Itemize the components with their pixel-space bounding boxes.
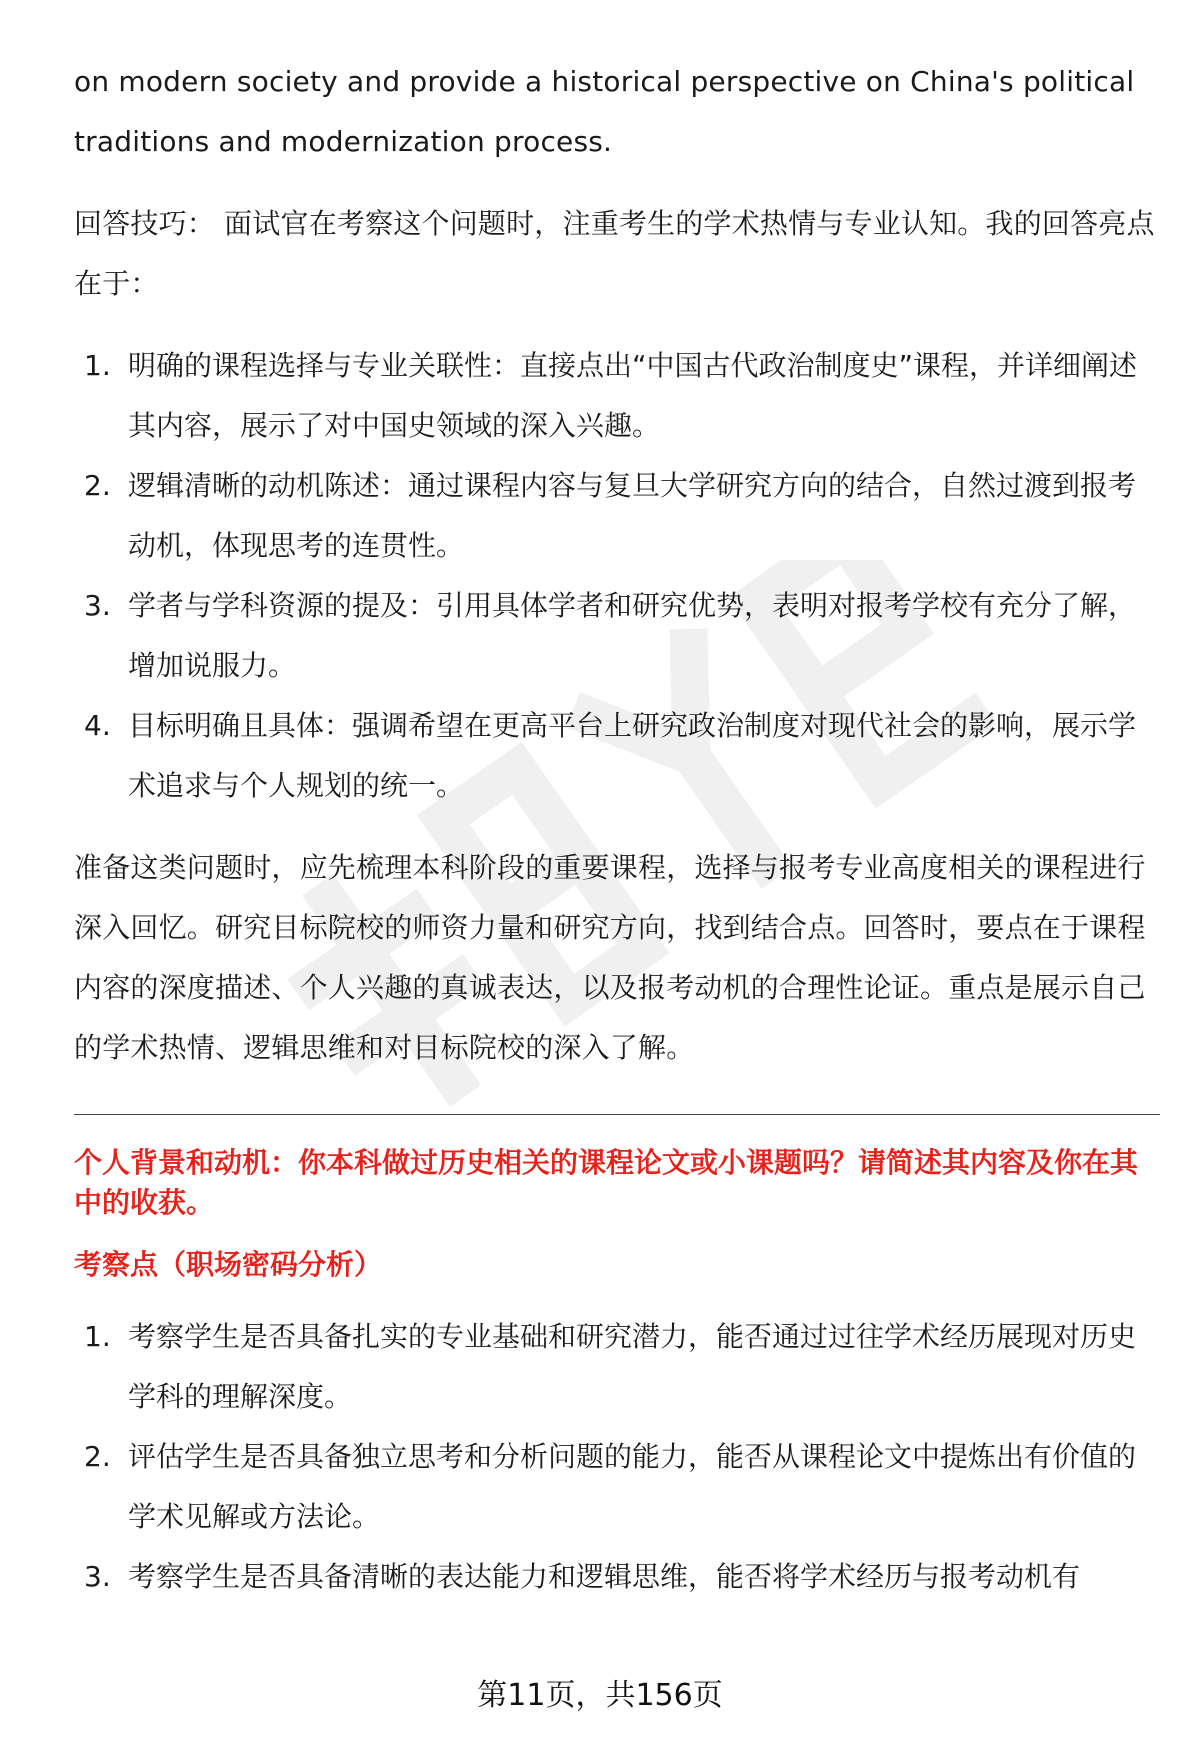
list-number: 4. <box>84 709 111 742</box>
list-item-text: 学者与学科资源的提及：引用具体学者和研究优势，表明对报考学校有充分了解，增加说服力。 <box>128 589 1137 682</box>
list-item <box>74 456 1160 576</box>
tips-paragraph: 回答技巧： 面试官在考察这个问题时，注重考生的学术热情与专业认知。我的回答亮点在于： <box>74 207 1155 300</box>
preparation-paragraph: 准备这类问题时，应先梳理本科阶段的重要课程，选择与报考专业高度相关的课程进行深入回忆。研究目标院校的师资力量和研究方向，找到结合点。回答时，要点在于课程内容的深度描述、个人兴趣的真诚表达，以及报考动机的合理性论证。重点是展示自己的学术热情、逻辑思维和对目标院校的深入了解。 <box>74 851 1146 1064</box>
list-item <box>74 1427 1160 1547</box>
list-item-text: 目标明确且具体：强调希望在更高平台上研究政治制度对现代社会的影响，展示学术追求与个人规划的统一。 <box>128 709 1137 802</box>
list-number: 1. <box>84 349 111 382</box>
list-item <box>74 576 1160 696</box>
list-item <box>74 1547 1160 1607</box>
list-item <box>74 336 1160 456</box>
list-item-text: 考察学生是否具备扎实的专业基础和研究潜力，能否通过过往学术经历展现对历史学科的理解深度。 <box>128 1320 1137 1413</box>
page-footer: 第11页，共156页 <box>477 1678 723 1713</box>
list-item <box>74 696 1160 816</box>
list-item-text: 考察学生是否具备清晰的表达能力和逻辑思维，能否将学术经历与报考动机有 <box>128 1560 1081 1593</box>
list-number: 3. <box>84 1560 111 1593</box>
list-item-text: 评估学生是否具备独立思考和分析问题的能力，能否从课程论文中提炼出有价值的学术见解或方法论。 <box>128 1440 1137 1533</box>
section-divider <box>74 1114 1160 1115</box>
list-item <box>74 1307 1160 1427</box>
intro-paragraph: on modern society and provide a historical perspective on China's political traditions and modernization process. <box>74 65 1135 158</box>
highlights-list <box>74 336 1160 816</box>
question-heading: 个人背景和动机：你本科做过历史相关的课程论文或小课题吗？请简述其内容及你在其中的收获。 <box>74 1146 1139 1219</box>
assessment-list <box>74 1307 1160 1607</box>
list-number: 2. <box>84 469 111 502</box>
list-item-text: 逻辑清晰的动机陈述：通过课程内容与复旦大学研究方向的结合，自然过渡到报考动机，体现思考的连贯性。 <box>128 469 1137 562</box>
list-number: 1. <box>84 1320 111 1353</box>
list-number: 3. <box>84 589 111 622</box>
list-item-text: 明确的课程选择与专业关联性：直接点出“中国古代政治制度史”课程，并详细阐述其内容，展示了对中国史领域的深入兴趣。 <box>128 349 1138 442</box>
list-number: 2. <box>84 1440 111 1473</box>
assessment-heading: 考察点（职场密码分析） <box>74 1248 383 1281</box>
main-content <box>74 52 1160 1607</box>
